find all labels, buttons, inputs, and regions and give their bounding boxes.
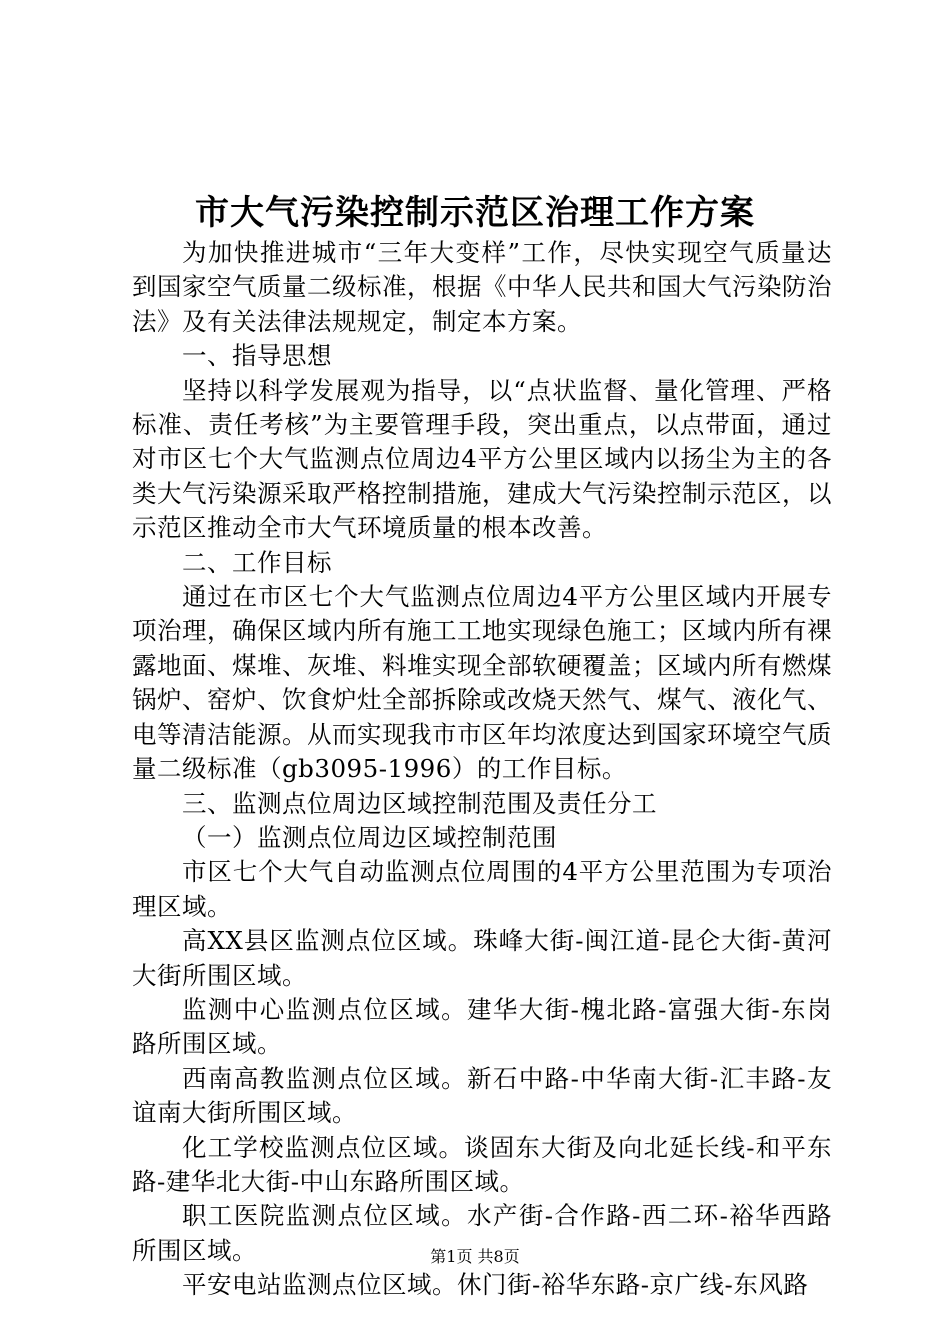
paragraph-area-4: 化工学校监测点位区域。谈固东大街及向北延长线-和平东路-建华北大街-中山东路所围区域。 <box>132 1132 832 1196</box>
paragraph-guiding-idea: 坚持以科学发展观为指导，以“点状监督、量化管理、严格标准、责任考核”为主要管理手段，突出重点，以点带面，通过对市区七个大气监测点位周边4平方公里区域内以扬尘为主的各类大气污染源采取严格控制措施，建成大气污染控制示范区，以示范区推动全市大气环境质量的根本改善。 <box>132 375 832 543</box>
document-title: 市大气污染控制示范区治理工作方案 <box>195 193 755 233</box>
section-heading-3: 三、监测点位周边区域控制范围及责任分工 <box>182 788 657 818</box>
paragraph-area-1: 高XX县区监测点位区域。珠峰大街-闽江道-昆仑大街-黄河大街所围区域。 <box>132 926 832 990</box>
paragraph-scope: 市区七个大气自动监测点位周围的4平方公里范围为专项治理区域。 <box>132 857 832 921</box>
subsection-heading-1: （一）监测点位周边区域控制范围 <box>182 822 557 852</box>
paragraph-area-6: 平安电站监测点位区域。休门街-裕华东路-京广线-东风路 <box>182 1270 809 1300</box>
section-heading-1: 一、指导思想 <box>182 341 332 371</box>
paragraph-area-3: 西南高教监测点位区域。新石中路-中华南大街-汇丰路-友谊南大街所围区域。 <box>132 1063 832 1128</box>
paragraph-area-5: 职工医院监测点位区域。水产街-合作路-西二环-裕华西路所围区域。 <box>132 1201 832 1265</box>
paragraph-work-goal: 通过在市区七个大气监测点位周边4平方公里区域内开展专项治理，确保区域内所有施工工地实现绿色施工；区域内所有裸露地面、煤堆、灰堆、料堆实现全部软硬覆盖；区域内所有燃煤锅炉、窑炉、饮食炉灶全部拆除或改烧天然气、煤气、液化气、电等清洁能源。从而实现我市市区年均浓度达到国家环境空气质量二级标准（gb3095-1996）的工作目标。 <box>132 582 832 784</box>
document-body <box>132 236 832 1303</box>
section-heading-2: 二、工作目标 <box>182 547 332 577</box>
paragraph-area-2: 监测中心监测点位区域。建华大街-槐北路-富强大街-东岗路所围区域。 <box>132 994 832 1059</box>
paragraph-intro: 为加快推进城市“三年大变样”工作，尽快实现空气质量达到国家空气质量二级标准，根据《中华人民共和国大气污染防治法》及有关法律法规规定，制定本方案。 <box>132 238 832 336</box>
page-footer: 第1页 共8页 <box>430 1247 520 1266</box>
